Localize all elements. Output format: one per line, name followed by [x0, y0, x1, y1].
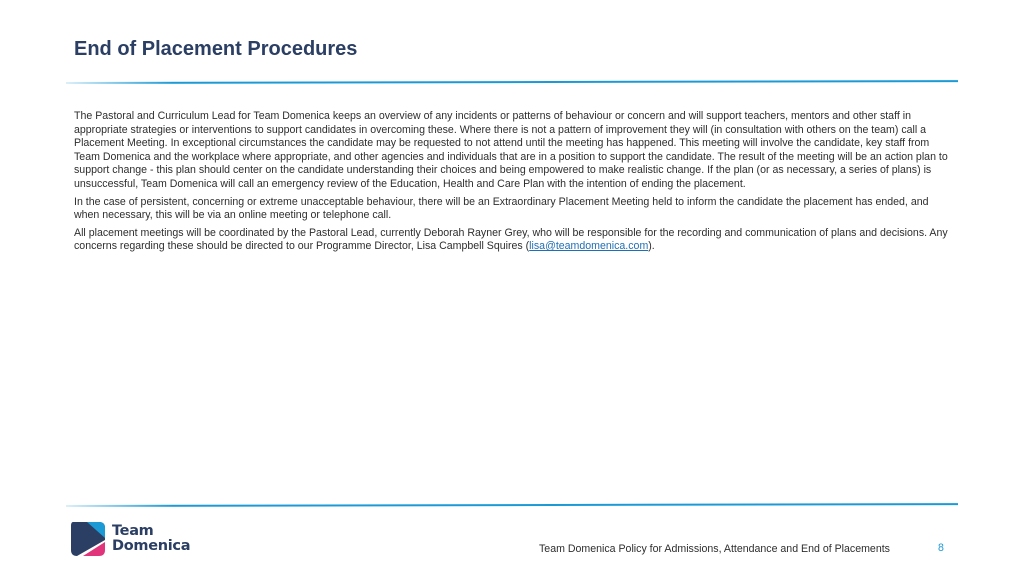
page-number: 8: [938, 542, 944, 554]
team-domenica-logo: [69, 520, 190, 558]
top-divider: [66, 80, 958, 84]
logo-wordmark: [112, 524, 190, 554]
paragraph-placement-meeting: The Pastoral and Curriculum Lead for Team Domenica keeps an overview of any incidents or patterns of behaviour or concern and will support teachers, mentors and other staff in appropriate strategies or interventions to support candidates in overcoming these. Where there is not a pattern of improvement they will (in consultation with others on the team) call a Placement Meeting. In exceptional circumstances the candidate may be requested to not attend until the meeting has happened. This meeting will involve the candidate, key staff from Team Domenica and the workplace where appropriate, and other agencies and individuals that are in a position to support the candidate. The result of the meeting will be an action plan to support change - this plan should center on the candidate understanding their choices and being empowered to make realistic change. If the plan (or as necessary, a series of plans) is unsuccessful, Team Domenica will call an emergency review of the Education, Health and Care Plan with the intention of ending the placement.: [74, 110, 948, 190]
paragraph-coordination-text: All placement meetings will be coordinated by the Pastoral Lead, currently Deborah Rayner Grey, who will be responsible for the recording and communication of plans and decisions. Any concerns regarding these should be directed to our Programme Director, Lisa Campbell Squires (: [74, 226, 948, 253]
logo-line-2: Domenica: [112, 538, 191, 554]
logo-line-1: Team: [112, 523, 154, 539]
body-content: [74, 110, 954, 258]
paragraph-coordination-end: ).: [648, 240, 655, 253]
paragraph-extraordinary-meeting: In the case of persistent, concerning or extreme unacceptable behaviour, there will be an Extraordinary Placement Meeting held to inform the candidate the placement has ended, and when necessary, this will be via an online meeting or telephone call.: [74, 195, 929, 222]
team-domenica-logo-icon: [69, 520, 107, 558]
bottom-divider: [66, 503, 958, 507]
footer-title: Team Domenica Policy for Admissions, Attendance and End of Placements: [539, 543, 890, 555]
paragraph-coordination: [74, 227, 954, 254]
page-title: End of Placement Procedures: [74, 38, 358, 60]
email-link[interactable]: lisa@teamdomenica.com: [529, 240, 649, 253]
